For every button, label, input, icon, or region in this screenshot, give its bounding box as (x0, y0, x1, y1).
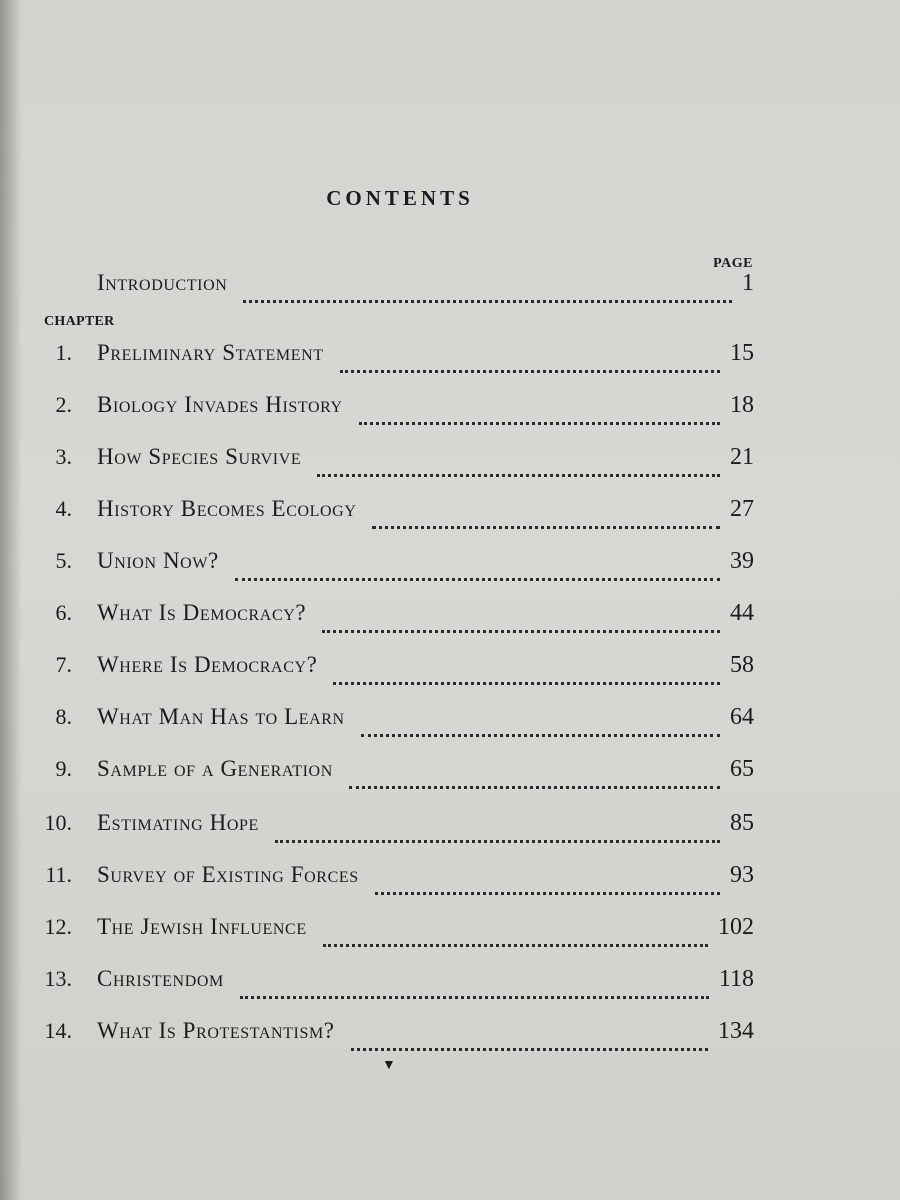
entry-number: 9. (55, 756, 72, 781)
toc-entry (30, 862, 754, 902)
entry-title: Preliminary Statement (97, 340, 324, 365)
entry-number: 4. (55, 496, 72, 521)
dot-leader (340, 360, 720, 373)
dot-leader (322, 620, 720, 633)
entry-number: 14. (44, 1018, 72, 1043)
toc-entry (30, 1018, 754, 1058)
entry-page-number: 18 (730, 392, 754, 418)
entry-title: Sample of a Generation (97, 756, 333, 781)
dot-leader (372, 516, 720, 529)
dot-leader (275, 830, 720, 843)
entry-page-number: 64 (730, 704, 754, 730)
entry-number: 2. (55, 392, 72, 417)
toc-entry (30, 496, 754, 536)
entry-title: How Species Survive (97, 444, 302, 469)
dot-leader (359, 412, 720, 425)
entry-page-number: 118 (718, 966, 754, 992)
toc-entry (30, 652, 754, 692)
dot-leader (243, 290, 732, 303)
dot-leader (240, 986, 709, 999)
entry-page-number: 134 (718, 1018, 754, 1044)
entry-title: Estimating Hope (97, 810, 259, 835)
entry-title: Biology Invades History (97, 392, 343, 417)
entry-page-number: 39 (730, 548, 754, 574)
entry-number: 7. (55, 652, 72, 677)
toc-entry (30, 600, 754, 640)
entry-page-number: 85 (730, 810, 754, 836)
entry-number: 8. (55, 704, 72, 729)
entry-page-number: 44 (730, 600, 754, 626)
entry-number: 11. (45, 862, 72, 887)
entry-page-number: 1 (742, 270, 754, 296)
chapter-column-header: CHAPTER (44, 314, 115, 329)
dot-leader (323, 934, 708, 947)
entry-number: 1. (55, 340, 72, 365)
dot-leader (351, 1038, 708, 1051)
entry-number: 5. (55, 548, 72, 573)
toc-entry (30, 548, 754, 588)
toc-entry (30, 914, 754, 954)
entry-page-number: 102 (718, 914, 754, 940)
dot-leader (349, 776, 720, 789)
toc-entry (30, 340, 754, 380)
toc-entry (30, 966, 754, 1006)
entry-page-number: 65 (730, 756, 754, 782)
entry-title: Where Is Democracy? (97, 652, 318, 677)
entry-title: Christendom (97, 966, 224, 991)
entry-title: History Becomes Ecology (97, 496, 357, 521)
entry-title: Survey of Existing Forces (97, 862, 359, 887)
entry-title: What Man Has to Learn (97, 704, 345, 729)
page-column-header: PAGE (713, 256, 753, 271)
dot-leader (317, 464, 720, 477)
toc-entry-introduction (30, 270, 754, 310)
page-title: CONTENTS (326, 186, 474, 210)
entry-page-number: 21 (730, 444, 754, 470)
dot-leader (361, 724, 720, 737)
dot-leader (375, 882, 720, 895)
entry-page-number: 58 (730, 652, 754, 678)
entry-number: 12. (44, 914, 72, 939)
entry-title: Introduction (97, 270, 228, 295)
entry-number: 3. (55, 444, 72, 469)
toc-entry (30, 810, 754, 850)
entry-title: The Jewish Influence (97, 914, 307, 939)
toc-entry (30, 392, 754, 432)
entry-title: Union Now? (97, 548, 219, 573)
toc-entry (30, 704, 754, 744)
entry-page-number: 27 (730, 496, 754, 522)
entry-number: 6. (55, 600, 72, 625)
entry-title: What Is Protestantism? (97, 1018, 335, 1043)
continued-triangle-icon: ▼ (382, 1058, 396, 1073)
entry-number: 10. (44, 810, 72, 835)
entry-page-number: 15 (730, 340, 754, 366)
page-edge-shadow (0, 0, 22, 1200)
entry-title: What Is Democracy? (97, 600, 307, 625)
dot-leader (235, 568, 720, 581)
entry-page-number: 93 (730, 862, 754, 888)
entry-number: 13. (44, 966, 72, 991)
dot-leader (333, 672, 720, 685)
toc-entry (30, 756, 754, 796)
toc-entry (30, 444, 754, 484)
